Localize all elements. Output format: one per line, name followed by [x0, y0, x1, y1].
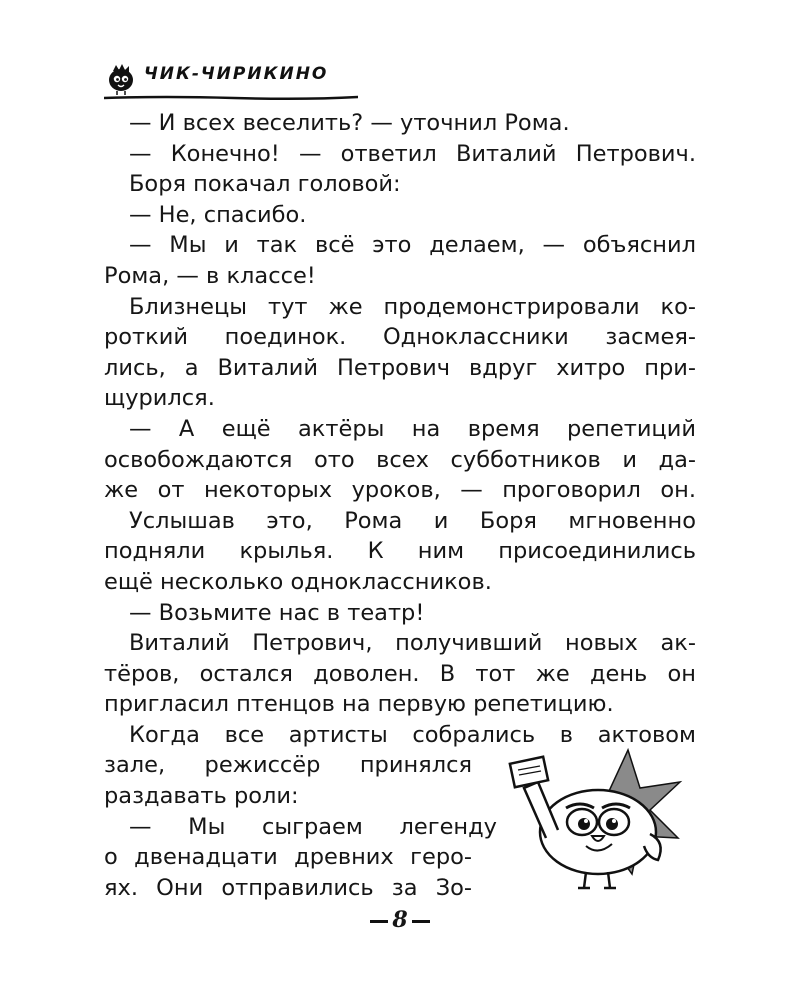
text-line: Услышав это, Рома и Боря мгновенно: [129, 507, 696, 534]
text-line: освобождаются ото всех субботников и да-: [104, 446, 696, 473]
text-line: Рома, — в классе!: [104, 262, 316, 289]
text-line: пригласил птенцов на первую репетицию.: [104, 691, 614, 718]
header-brush-rule: [104, 94, 358, 102]
text-line: Когда все артисты собрались в актовом: [129, 721, 696, 748]
running-header: [104, 60, 364, 100]
text-line: — Конечно! — ответил Виталий Петрович.: [129, 140, 696, 167]
text-line: — Мы сыграем легенду: [129, 813, 497, 840]
text-line: Боря покачал головой:: [129, 171, 401, 198]
text-line: подняли крылья. К ним присоединились: [104, 538, 696, 565]
header-title: ЧИК-ЧИРИКИНО: [144, 64, 329, 84]
text-line: — Не, спасибо.: [129, 201, 307, 228]
bird-mascot-icon: [104, 62, 138, 96]
text-line: зале, режиссёр принялся: [104, 752, 472, 779]
text-line: о двенадцати древних геро-: [104, 844, 472, 871]
text-line: же от некоторых уроков, — проговорил он.: [104, 477, 696, 504]
text-line: щурился.: [104, 385, 215, 412]
text-line: роткий поединок. Одноклассники засмея-: [104, 324, 696, 351]
page-number-dash: [370, 920, 388, 923]
text-line: — И всех веселить? — уточнил Рома.: [129, 110, 570, 136]
page-number-value: 8: [392, 907, 408, 933]
text-line: раздавать роли:: [104, 783, 299, 810]
text-line: тёров, остался доволен. В тот же день он: [104, 660, 696, 687]
bird-reading-book-icon: [508, 742, 686, 892]
text-line: ещё несколько одноклассников.: [104, 568, 492, 595]
text-line: Близнецы тут же продемонстрировали ко-: [129, 293, 696, 320]
page-number-dash: [412, 920, 430, 923]
text-line: Виталий Петрович, получивший новых ак-: [129, 630, 696, 657]
text-line: лись, а Виталий Петрович вдруг хитро при-: [104, 354, 696, 381]
page-number: [360, 907, 440, 933]
text-line: ях. Они отправились за Зо-: [104, 874, 472, 901]
text-line: — Возьмите нас в театр!: [129, 599, 425, 626]
text-line: — Мы и так всё это делаем, — объяснил: [129, 232, 696, 259]
text-line: — А ещё актёры на время репетиций: [129, 415, 696, 442]
